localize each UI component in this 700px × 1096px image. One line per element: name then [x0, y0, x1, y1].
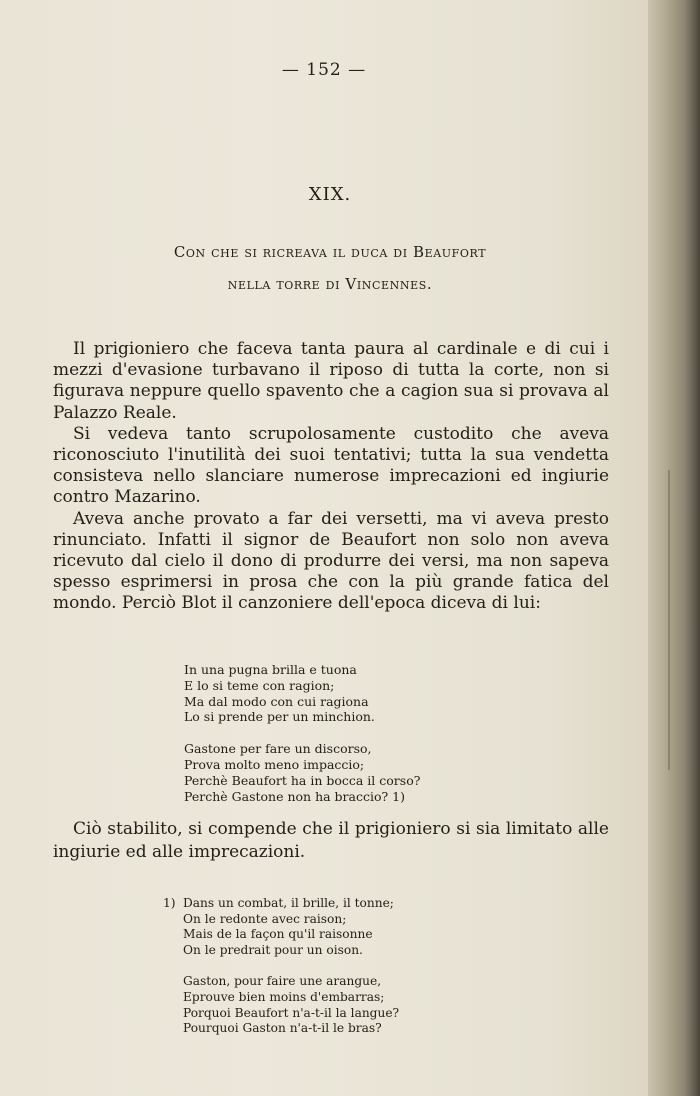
poem-line: Lo si prende per un minchion. [184, 709, 375, 725]
footnote-line: Pourquoi Gaston n'a-t-il le bras? [183, 1021, 382, 1036]
footnote-line: Eprouve bien moins d'embarras; [183, 989, 385, 1004]
chapter-number: XIX. [308, 184, 352, 205]
poem-line: E lo si teme con ragion; [184, 677, 335, 693]
footnote-line [163, 896, 623, 912]
footnote-line: Porquoi Beaufort n'a-t-il la langue? [183, 1005, 400, 1020]
footnote-line: Mais de la façon qu'il raisonne [183, 927, 373, 942]
footnote-line: Gaston, pour faire une arangue, [183, 974, 382, 989]
body-text [53, 339, 609, 615]
poem-line: Perchè Gastone non ha braccio? 1) [184, 788, 406, 804]
poem-line: Prova molto meno impaccio; [184, 756, 365, 772]
poem-line: In una pugna brilla e tuona [184, 662, 357, 677]
footnote-line: On le redonte avec raison; [183, 911, 347, 926]
paragraph: Si vedeva tanto scrupolosamente custodito che aveva riconosciuto l'inutilità dei suoi tentativi; tutta la sua vendetta consisteva nello slanciare numerose imprecazioni ed ingiurie contro Mazarino. [53, 423, 609, 508]
poem [184, 662, 584, 804]
footnote-text: Dans un combat, il brille, il tonne; [183, 896, 394, 910]
page-number: — 152 — [281, 60, 367, 80]
chapter-title-line-2: nella torre di Vincennes. [227, 275, 433, 293]
paragraph: Aveva anche provato a far dei versetti, ma vi aveva presto rinunciato. Infatti il signor de Beaufort non solo non aveva ricevuto dal cielo il dono di produrre dei versi, ma non sapeva spesso esprimersi in prosa che con la più grande fatica del mondo. Perciò Blot il canzoniere dell'epoca diceva di lui: [53, 508, 609, 614]
paragraph: Il prigioniero che faceva tanta paura al cardinale e di cui i mezzi d'evasione turbavano il riposo di tutta la corte, non si figurava neppure quello spavento che a cagion sua si provava al Palazzo Reale. [53, 339, 609, 423]
paragraph: Ciò stabilito, si compende che il prigioniero si sia limitato alle ingiurie ed alle imprecazioni. [53, 819, 609, 862]
conclusion-text [53, 818, 609, 863]
page-edge-crease [668, 470, 670, 770]
chapter-title-line-1: Con che si ricreava il duca di Beaufort [173, 243, 487, 261]
footnote-marker: 1) [163, 896, 176, 910]
poem-line: Gastone per fare un discorso, [184, 741, 372, 757]
poem-line: Perchè Beaufort ha in bocca il corso? [184, 772, 421, 788]
footnote [163, 896, 623, 1037]
page-edge-shadow [648, 0, 700, 1096]
poem-line: Ma dal modo con cui ragiona [184, 693, 369, 709]
stanza-gap [184, 725, 584, 741]
footnote-line: On le predrait pour un oison. [183, 942, 363, 957]
stanza-gap [163, 958, 623, 974]
